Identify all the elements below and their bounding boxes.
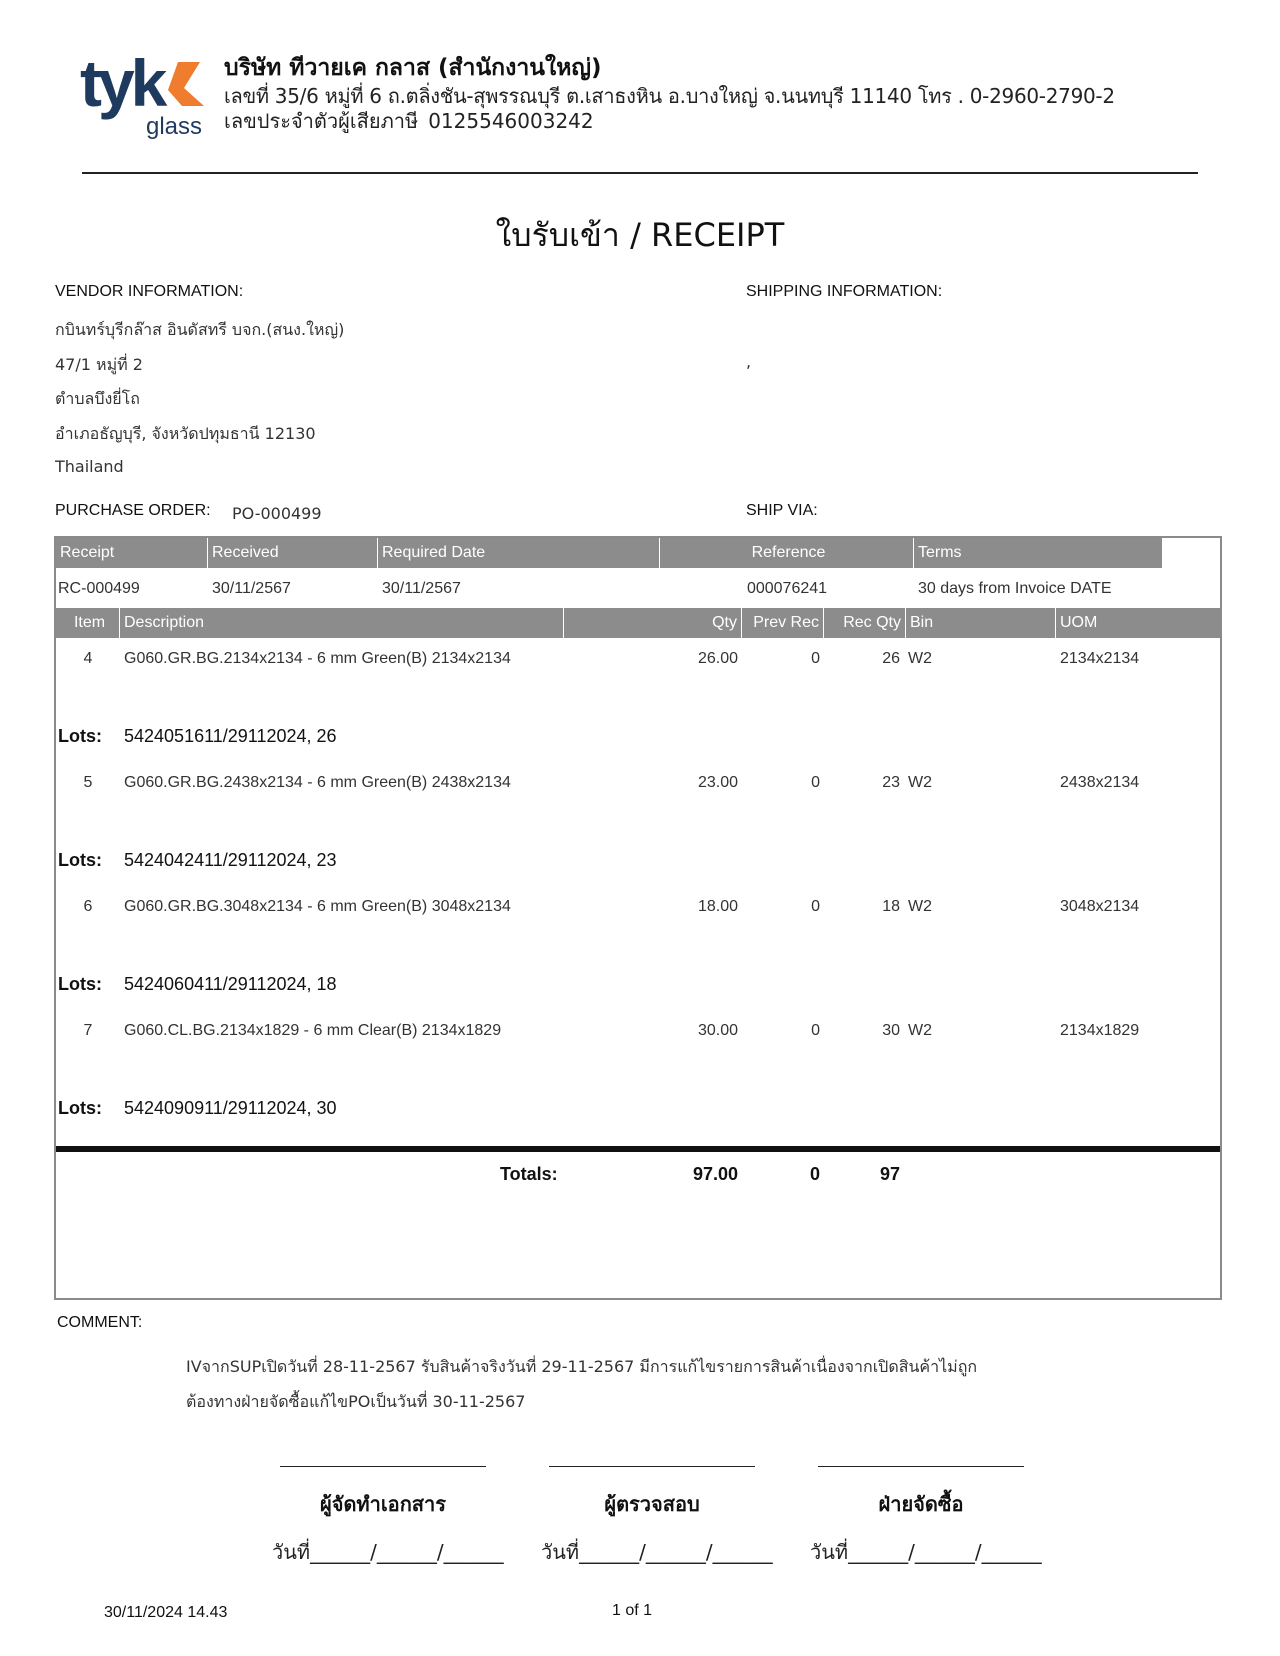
col-uom: UOM: [1060, 614, 1098, 631]
col-description: Description: [120, 608, 564, 638]
signature-line: [818, 1466, 1024, 1467]
received-date: 30/11/2567: [212, 580, 291, 597]
vendor-line: กบินทร์บุรีกล๊าส อินดัสทรี บจก.(สนง.ใหญ่): [55, 320, 345, 339]
col-receipt: Receipt: [56, 538, 208, 568]
signature-title-preparer: ผู้จัดทำเอกสาร: [320, 1492, 446, 1516]
vendor-line: Thailand: [55, 457, 124, 476]
shipping-info-label: SHIPPING INFORMATION:: [746, 283, 943, 300]
totals-label: Totals:: [500, 1164, 558, 1184]
receipt-number: RC-000499: [58, 580, 140, 597]
logo-main-text: tyk: [80, 46, 164, 120]
tax-id-label: เลขประจำตัวผู้เสียภาษี: [224, 109, 419, 133]
item-bin: W2: [908, 1022, 932, 1039]
item-number: 7: [83, 1022, 93, 1039]
signature-date: วันที่______/______/______: [810, 1540, 1042, 1564]
purchase-order-value: PO-000499: [232, 504, 322, 523]
item-description: G060.GR.BG.2134x2134 - 6 mm Green(B) 2134x2134: [124, 650, 511, 667]
vendor-line: 47/1 หมู่ที่ 2: [55, 355, 143, 374]
item-qty: 30.00: [697, 1022, 738, 1039]
lots-label: Lots:: [58, 726, 102, 746]
item-bin: W2: [908, 898, 932, 915]
col-rec-qty: Rec Qty: [824, 608, 906, 638]
comment-line: ต้องทางฝ่ายจัดซื้อแก้ไขPOเป็นวันที่ 30-11-2567: [186, 1392, 526, 1411]
item-description: G060.CL.BG.2134x1829 - 6 mm Clear(B) 2134x1829: [124, 1022, 502, 1039]
required-date: 30/11/2567: [382, 580, 461, 597]
col-terms: Terms: [918, 544, 962, 561]
item-bin: W2: [908, 774, 932, 791]
item-bin: W2: [908, 650, 932, 667]
item-rec-qty: 18: [882, 898, 900, 915]
lots-value: 5424060411/29112024, 18: [124, 974, 337, 994]
item-rec-qty: 23: [882, 774, 900, 791]
item-uom: 3048x2134: [1060, 898, 1140, 915]
signature-date: วันที่______/______/______: [541, 1540, 773, 1564]
lots-value: 5424090911/29112024, 30: [124, 1098, 337, 1118]
item-uom: 2134x1829: [1060, 1022, 1140, 1039]
company-address: เลขที่ 35/6 หมู่ที่ 6 ถ.ตลิ่งชัน-สุพรรณบุรี ต.เสาธงหิน อ.บางใหญ่ จ.นนทบุรี 11140 โทร . 0-2960-2790-2: [224, 84, 1115, 108]
totals-prev-rec: 0: [809, 1164, 820, 1184]
header-divider: [82, 172, 1198, 174]
vendor-info-label: VENDOR INFORMATION:: [55, 283, 244, 300]
totals-qty: 97.00: [692, 1164, 738, 1184]
item-description: G060.GR.BG.3048x2134 - 6 mm Green(B) 3048x2134: [124, 898, 511, 915]
item-rec-qty: 30: [882, 1022, 900, 1039]
receipt-table: [54, 536, 1222, 1300]
lots-label: Lots:: [58, 974, 102, 994]
logo-sub-text: glass: [146, 113, 203, 140]
col-reference: Reference: [660, 538, 914, 568]
item-prev-rec: 0: [811, 898, 820, 915]
company-logo: [80, 44, 212, 140]
lots-value: 5424042411/29112024, 23: [124, 850, 337, 870]
signature-date: วันที่______/______/______: [272, 1540, 504, 1564]
col-item: Item: [56, 608, 120, 638]
item-number: 4: [83, 650, 93, 667]
totals-rec-qty: 97: [879, 1164, 900, 1184]
col-bin: Bin: [906, 608, 1056, 638]
document-title: ใบรับเข้า / RECEIPT: [495, 216, 785, 254]
item-prev-rec: 0: [811, 650, 820, 667]
reference-number: 000076241: [746, 580, 828, 597]
print-timestamp: 30/11/2024 14.43: [104, 1604, 228, 1621]
item-rec-qty: 26: [882, 650, 900, 667]
tax-id-value: 0125546003242: [428, 109, 594, 133]
item-prev-rec: 0: [811, 774, 820, 791]
company-tax-id: [224, 105, 594, 137]
item-qty: 18.00: [697, 898, 738, 915]
signature-title-checker: ผู้ตรวจสอบ: [604, 1492, 700, 1516]
comment-label: COMMENT:: [57, 1314, 143, 1331]
signature-line: [280, 1466, 486, 1467]
lots-label: Lots:: [58, 850, 102, 870]
vendor-line: อำเภอธัญบุรี, จังหวัดปทุมธานี 12130: [55, 424, 316, 443]
shipping-info-value: ,: [746, 352, 752, 371]
logo-accent-shape: [168, 62, 204, 106]
vendor-line: ตำบลบึงยี่โถ: [55, 389, 140, 408]
item-uom: 2438x2134: [1060, 774, 1140, 791]
col-qty: Qty: [564, 608, 742, 638]
page-number: 1 of 1: [612, 1602, 653, 1619]
receipt-header-bar: [56, 538, 1162, 568]
item-uom: 2134x2134: [1060, 650, 1140, 667]
ship-via-label: SHIP VIA:: [746, 502, 818, 519]
item-prev-rec: 0: [811, 1022, 820, 1039]
item-number: 6: [83, 898, 93, 915]
company-name: บริษัท ทีวายเค กลาส (สำนักงานใหญ่): [224, 55, 602, 81]
lots-label: Lots:: [58, 1098, 102, 1118]
purchase-order-label: PURCHASE ORDER:: [55, 502, 211, 519]
item-description: G060.GR.BG.2438x2134 - 6 mm Green(B) 2438x2134: [124, 774, 511, 791]
terms-value: 30 days from Invoice DATE: [918, 580, 1112, 597]
col-prev-rec: Prev Rec: [742, 608, 824, 638]
col-received: Received: [208, 538, 378, 568]
lots-value: 5424051611/29112024, 26: [124, 726, 337, 746]
comment-line: IVจากSUPเปิดวันที่ 28-11-2567 รับสินค้าจริงวันที่ 29-11-2567 มีการแก้ไขรายการสินค้าเนื่องจากเปิดสินค้าไม่ถูก: [186, 1357, 978, 1376]
item-qty: 26.00: [697, 650, 738, 667]
items-header-bar: [56, 608, 1220, 638]
col-required-date: Required Date: [378, 538, 660, 568]
item-qty: 23.00: [697, 774, 738, 791]
totals-divider: [56, 1146, 1220, 1152]
signature-title-purchasing: ฝ่ายจัดซื้อ: [878, 1492, 964, 1516]
signature-line: [549, 1466, 755, 1467]
item-number: 5: [83, 774, 93, 791]
